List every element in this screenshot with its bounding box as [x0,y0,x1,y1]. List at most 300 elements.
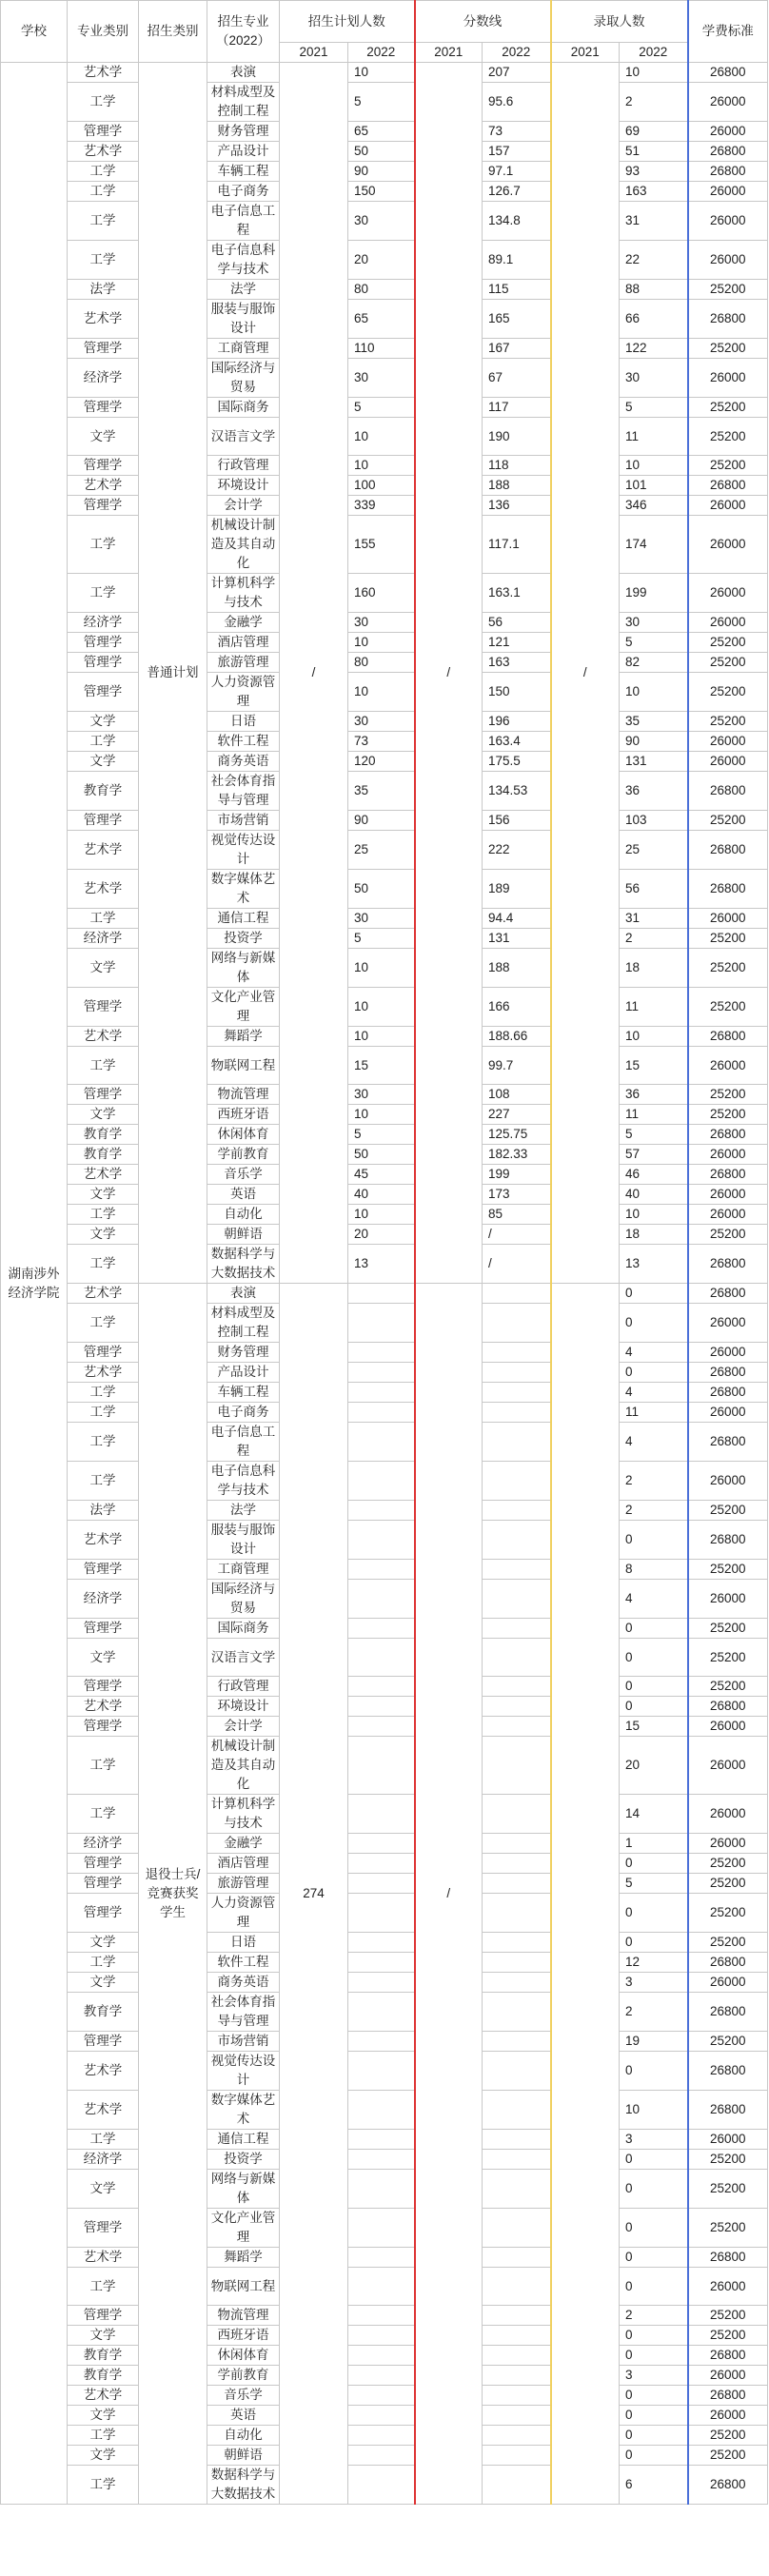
major-cell: 文化产业管理 [207,988,280,1027]
table-row [1,182,768,202]
major-cell: 文化产业管理 [207,2209,280,2248]
plan-2022-cell [348,2248,415,2268]
category-cell: 工学 [68,1462,139,1501]
category-cell: 工学 [68,2130,139,2150]
major-cell: 酒店管理 [207,1854,280,1874]
admitted-2022-cell: 0 [620,2209,688,2248]
category-cell: 工学 [68,1403,139,1423]
header-plan-2022: 2022 [348,43,415,63]
plan-2022-cell: 13 [348,1245,415,1284]
plan-2022-cell: 50 [348,870,415,909]
plan-2022-cell: 50 [348,142,415,162]
admitted-2022-cell: 88 [620,280,688,300]
header-plan: 招生计划人数 [280,1,415,43]
plan-2022-cell [348,2466,415,2505]
tuition-cell: 26000 [688,516,768,574]
plan-2022-cell: 5 [348,83,415,122]
score-2022-cell [483,2446,551,2466]
table-row [1,732,768,752]
category-cell: 教育学 [68,772,139,811]
major-cell: 国际经济与贸易 [207,359,280,398]
category-cell: 教育学 [68,1125,139,1145]
table-row [1,1677,768,1697]
tuition-cell: 25200 [688,1894,768,1933]
tuition-cell: 26000 [688,1795,768,1834]
admitted-2022-cell: 11 [620,418,688,456]
tuition-cell: 25200 [688,456,768,476]
category-cell: 管理学 [68,2209,139,2248]
tuition-cell: 25200 [688,2446,768,2466]
table-row [1,122,768,142]
major-cell: 市场营销 [207,811,280,831]
tuition-cell: 26800 [688,1245,768,1284]
major-cell: 数据科学与大数据技术 [207,1245,280,1284]
score-2022-cell: 67 [483,359,551,398]
tuition-cell: 26000 [688,1973,768,1993]
major-cell: 财务管理 [207,122,280,142]
score-2022-cell [483,1580,551,1619]
score-2022-cell: 167 [483,339,551,359]
major-cell: 西班牙语 [207,1105,280,1125]
tuition-cell: 25200 [688,1933,768,1953]
table-row [1,2446,768,2466]
tuition-cell: 26000 [688,1462,768,1501]
major-cell: 电子信息科学与技术 [207,1462,280,1501]
category-cell: 文学 [68,752,139,772]
score-2022-cell: 85 [483,1205,551,1225]
category-cell: 文学 [68,1185,139,1205]
score-2022-cell [483,1993,551,2032]
plan-2022-cell: 65 [348,300,415,339]
category-cell: 文学 [68,949,139,988]
table-row [1,2091,768,2130]
plan-2022-cell: 150 [348,182,415,202]
admitted-2022-cell: 56 [620,870,688,909]
table-row [1,1501,768,1521]
table-row [1,2386,768,2406]
tuition-cell: 26000 [688,1185,768,1205]
major-cell: 数字媒体艺术 [207,2091,280,2130]
admitted-2022-cell: 18 [620,949,688,988]
score-2022-cell: / [483,1225,551,1245]
plan-2022-cell: 25 [348,831,415,870]
tuition-cell: 26000 [688,1047,768,1085]
admitted-2022-cell: 0 [620,1894,688,1933]
table-row [1,2130,768,2150]
category-cell: 文学 [68,1639,139,1677]
category-cell: 工学 [68,732,139,752]
table-row [1,142,768,162]
major-cell: 法学 [207,280,280,300]
tuition-cell: 26000 [688,574,768,613]
category-cell: 艺术学 [68,63,139,83]
tuition-cell: 26800 [688,142,768,162]
major-cell: 舞蹈学 [207,2248,280,2268]
plan-2022-cell [348,1834,415,1854]
tuition-cell: 26800 [688,2466,768,2505]
tuition-cell: 26000 [688,1304,768,1343]
score-2022-cell [483,2091,551,2130]
category-cell: 管理学 [68,1717,139,1737]
score-2022-cell: 222 [483,831,551,870]
score-2022-cell [483,1697,551,1717]
category-cell: 文学 [68,2326,139,2346]
table-row [1,1874,768,1894]
tuition-cell: 26000 [688,1403,768,1423]
header-admission-type: 招生类别 [139,1,207,63]
score-2022-cell [483,1284,551,1304]
admitted-2022-cell: 5 [620,1874,688,1894]
plan-2022-cell [348,1304,415,1343]
header-tuition: 学费标准 [688,1,768,63]
major-cell: 产品设计 [207,142,280,162]
score-2022-cell: 136 [483,496,551,516]
admitted-2022-cell: 5 [620,633,688,653]
plan-2022-cell [348,2091,415,2130]
admitted-2022-cell: 57 [620,1145,688,1165]
category-cell: 艺术学 [68,1697,139,1717]
category-cell: 管理学 [68,1085,139,1105]
major-cell: 汉语言文学 [207,418,280,456]
tuition-cell: 25200 [688,1619,768,1639]
admitted-2022-cell: 0 [620,1619,688,1639]
tuition-cell: 26800 [688,1423,768,1462]
score-2022-cell [483,2426,551,2446]
category-cell: 艺术学 [68,476,139,496]
score-2022-cell: 156 [483,811,551,831]
admitted-2022-cell: 163 [620,182,688,202]
table-row [1,653,768,673]
score-2022-cell: 99.7 [483,1047,551,1085]
admitted-2022-cell: 40 [620,1185,688,1205]
table-row [1,1225,768,1245]
admitted-2022-cell: 3 [620,2366,688,2386]
score-2022-cell: 163.1 [483,574,551,613]
plan-2022-cell: 120 [348,752,415,772]
admitted-2022-cell: 0 [620,1521,688,1560]
major-cell: 酒店管理 [207,633,280,653]
category-cell: 管理学 [68,1619,139,1639]
major-cell: 视觉传达设计 [207,831,280,870]
major-cell: 物联网工程 [207,2268,280,2306]
category-cell: 工学 [68,1383,139,1403]
admitted-2022-cell: 51 [620,142,688,162]
table-row [1,280,768,300]
category-cell: 艺术学 [68,1284,139,1304]
plan-2022-cell: 30 [348,909,415,929]
category-cell: 工学 [68,1795,139,1834]
table-row [1,1953,768,1973]
admitted-2022-cell: 31 [620,909,688,929]
major-cell: 汉语言文学 [207,1639,280,1677]
major-cell: 软件工程 [207,1953,280,1973]
admitted-2022-cell: 6 [620,2466,688,2505]
tuition-cell: 26800 [688,1125,768,1145]
tuition-cell: 26000 [688,1717,768,1737]
category-cell: 经济学 [68,2150,139,2170]
table-row [1,831,768,870]
score-2022-cell [483,2406,551,2426]
tuition-cell: 25200 [688,1085,768,1105]
tuition-cell: 25200 [688,2150,768,2170]
admitted-2022-cell: 10 [620,1205,688,1225]
category-cell: 管理学 [68,456,139,476]
score-2022-cell [483,1854,551,1874]
major-cell: 市场营销 [207,2032,280,2052]
table-row [1,1125,768,1145]
category-cell: 教育学 [68,1993,139,2032]
major-cell: 朝鲜语 [207,2446,280,2466]
plan-2022-cell [348,1993,415,2032]
tuition-cell: 26000 [688,1834,768,1854]
admitted-2022-cell: 2 [620,1993,688,2032]
major-cell: 财务管理 [207,1343,280,1363]
plan-2022-cell: 10 [348,1027,415,1047]
admitted-2022-cell: 131 [620,752,688,772]
admitted-2022-cell: 15 [620,1047,688,1085]
tuition-cell: 25200 [688,1560,768,1580]
major-cell: 朝鲜语 [207,1225,280,1245]
table-row [1,811,768,831]
score-2022-cell [483,1521,551,1560]
admitted-2022-cell: 0 [620,2248,688,2268]
major-cell: 服装与服饰设计 [207,1521,280,1560]
major-cell: 表演 [207,63,280,83]
major-cell: 音乐学 [207,1165,280,1185]
admitted-2022-cell: 4 [620,1343,688,1363]
admitted-2022-cell: 11 [620,1403,688,1423]
plan-2021-cell: 274 [280,1284,348,2505]
major-cell: 投资学 [207,929,280,949]
score-2022-cell [483,1953,551,1973]
plan-2022-cell [348,1953,415,1973]
tuition-cell: 26000 [688,1343,768,1363]
table-row [1,1185,768,1205]
table-row [1,673,768,712]
table-row [1,1165,768,1185]
table-row [1,1933,768,1953]
table-row [1,2268,768,2306]
category-cell: 管理学 [68,398,139,418]
table-row [1,1619,768,1639]
table-row [1,398,768,418]
tuition-cell: 26800 [688,1953,768,1973]
table-row [1,712,768,732]
table-row [1,2406,768,2426]
school-cell: 湖南涉外经济学院 [1,63,68,2505]
major-cell: 环境设计 [207,1697,280,1717]
plan-2022-cell [348,2386,415,2406]
admitted-2022-cell: 0 [620,1697,688,1717]
major-cell: 环境设计 [207,476,280,496]
score-2022-cell: 95.6 [483,83,551,122]
tuition-cell: 26000 [688,83,768,122]
category-cell: 艺术学 [68,1165,139,1185]
admitted-2022-cell: 10 [620,673,688,712]
header-score-2022: 2022 [483,43,551,63]
score-2022-cell: 196 [483,712,551,732]
admitted-2022-cell: 19 [620,2032,688,2052]
tuition-cell: 26000 [688,1205,768,1225]
tuition-cell: 25200 [688,339,768,359]
category-cell: 管理学 [68,1874,139,1894]
admitted-2022-cell: 0 [620,2052,688,2091]
score-2022-cell [483,1677,551,1697]
category-cell: 经济学 [68,929,139,949]
admitted-2022-cell: 13 [620,1245,688,1284]
admitted-2022-cell: 66 [620,300,688,339]
table-row [1,1027,768,1047]
tuition-cell: 26000 [688,1145,768,1165]
plan-2022-cell: 155 [348,516,415,574]
table-row [1,1462,768,1501]
admitted-2022-cell: 25 [620,831,688,870]
table-row [1,949,768,988]
category-cell: 管理学 [68,2032,139,2052]
major-cell: 视觉传达设计 [207,2052,280,2091]
table-row [1,2052,768,2091]
plan-2022-cell: 45 [348,1165,415,1185]
table-row [1,1560,768,1580]
category-cell: 经济学 [68,613,139,633]
score-2022-cell: 190 [483,418,551,456]
tuition-cell: 25200 [688,1105,768,1125]
tuition-cell: 25200 [688,1677,768,1697]
score-2022-cell: 207 [483,63,551,83]
score-2022-cell [483,2170,551,2209]
category-cell: 艺术学 [68,2052,139,2091]
score-2022-cell [483,1795,551,1834]
score-2022-cell [483,1423,551,1462]
tuition-cell: 26800 [688,63,768,83]
category-cell: 工学 [68,2466,139,2505]
score-2022-cell: 188.66 [483,1027,551,1047]
tuition-cell: 26000 [688,1580,768,1619]
admitted-2022-cell: 3 [620,1973,688,1993]
score-2022-cell: 189 [483,870,551,909]
table-row [1,2346,768,2366]
score-2022-cell [483,2150,551,2170]
plan-2022-cell [348,2268,415,2306]
admitted-2022-cell: 5 [620,398,688,418]
tuition-cell: 25200 [688,949,768,988]
category-cell: 艺术学 [68,300,139,339]
admitted-2022-cell: 122 [620,339,688,359]
major-cell: 国际商务 [207,398,280,418]
table-row [1,2426,768,2446]
category-cell: 工学 [68,241,139,280]
major-cell: 学前教育 [207,1145,280,1165]
header-plan-2021: 2021 [280,43,348,63]
category-cell: 教育学 [68,2366,139,2386]
table-row [1,2466,768,2505]
score-2022-cell: 175.5 [483,752,551,772]
tuition-cell: 25200 [688,1225,768,1245]
tuition-cell: 25200 [688,2326,768,2346]
table-row [1,2306,768,2326]
tuition-cell: 25200 [688,2426,768,2446]
plan-2022-cell [348,2366,415,2386]
admitted-2022-cell: 35 [620,712,688,732]
score-2022-cell: 117 [483,398,551,418]
category-cell: 文学 [68,2170,139,2209]
plan-2022-cell: 10 [348,988,415,1027]
table-row [1,83,768,122]
table-row [1,1717,768,1737]
table-row [1,1343,768,1363]
major-cell: 工商管理 [207,1560,280,1580]
major-cell: 电子信息科学与技术 [207,241,280,280]
category-cell: 管理学 [68,811,139,831]
score-2022-cell [483,2248,551,2268]
tuition-cell: 25200 [688,2032,768,2052]
plan-2022-cell: 30 [348,359,415,398]
table-row [1,752,768,772]
category-cell: 工学 [68,1737,139,1795]
tuition-cell: 25200 [688,2209,768,2248]
major-cell: 服装与服饰设计 [207,300,280,339]
admitted-2022-cell: 0 [620,2326,688,2346]
plan-2022-cell: 30 [348,613,415,633]
category-cell: 法学 [68,280,139,300]
table-row [1,476,768,496]
major-cell: 金融学 [207,1834,280,1854]
plan-2022-cell [348,2446,415,2466]
table-row [1,2326,768,2346]
admitted-2022-cell: 20 [620,1737,688,1795]
score-2022-cell [483,1462,551,1501]
category-cell: 管理学 [68,673,139,712]
category-cell: 法学 [68,1501,139,1521]
tuition-cell: 26800 [688,1521,768,1560]
header-admitted-2021: 2021 [551,43,620,63]
category-cell: 管理学 [68,122,139,142]
score-2022-cell [483,1560,551,1580]
score-2022-cell: 121 [483,633,551,653]
table-row [1,1383,768,1403]
admitted-2022-cell: 101 [620,476,688,496]
plan-2022-cell [348,1423,415,1462]
admitted-2022-cell: 0 [620,2406,688,2426]
major-cell: 人力资源管理 [207,1894,280,1933]
score-2022-cell: 115 [483,280,551,300]
admitted-2022-cell: 5 [620,1125,688,1145]
plan-2022-cell: 30 [348,202,415,241]
plan-2022-cell [348,1874,415,1894]
major-cell: 舞蹈学 [207,1027,280,1047]
plan-2022-cell [348,1894,415,1933]
plan-2022-cell: 90 [348,811,415,831]
table-row [1,1423,768,1462]
admitted-2022-cell: 346 [620,496,688,516]
admitted-2022-cell: 174 [620,516,688,574]
table-row [1,1639,768,1677]
category-cell: 工学 [68,516,139,574]
score-2022-cell [483,1933,551,1953]
table-row [1,2032,768,2052]
major-cell: 电子信息工程 [207,1423,280,1462]
plan-2022-cell [348,2346,415,2366]
table-row [1,1205,768,1225]
admitted-2022-cell: 0 [620,2426,688,2446]
major-cell: 机械设计制造及其自动化 [207,516,280,574]
major-cell: 国际经济与贸易 [207,1580,280,1619]
score-2022-cell: 118 [483,456,551,476]
major-cell: 商务英语 [207,752,280,772]
major-cell: 计算机科学与技术 [207,1795,280,1834]
score-2022-cell [483,1343,551,1363]
score-2022-cell: 165 [483,300,551,339]
